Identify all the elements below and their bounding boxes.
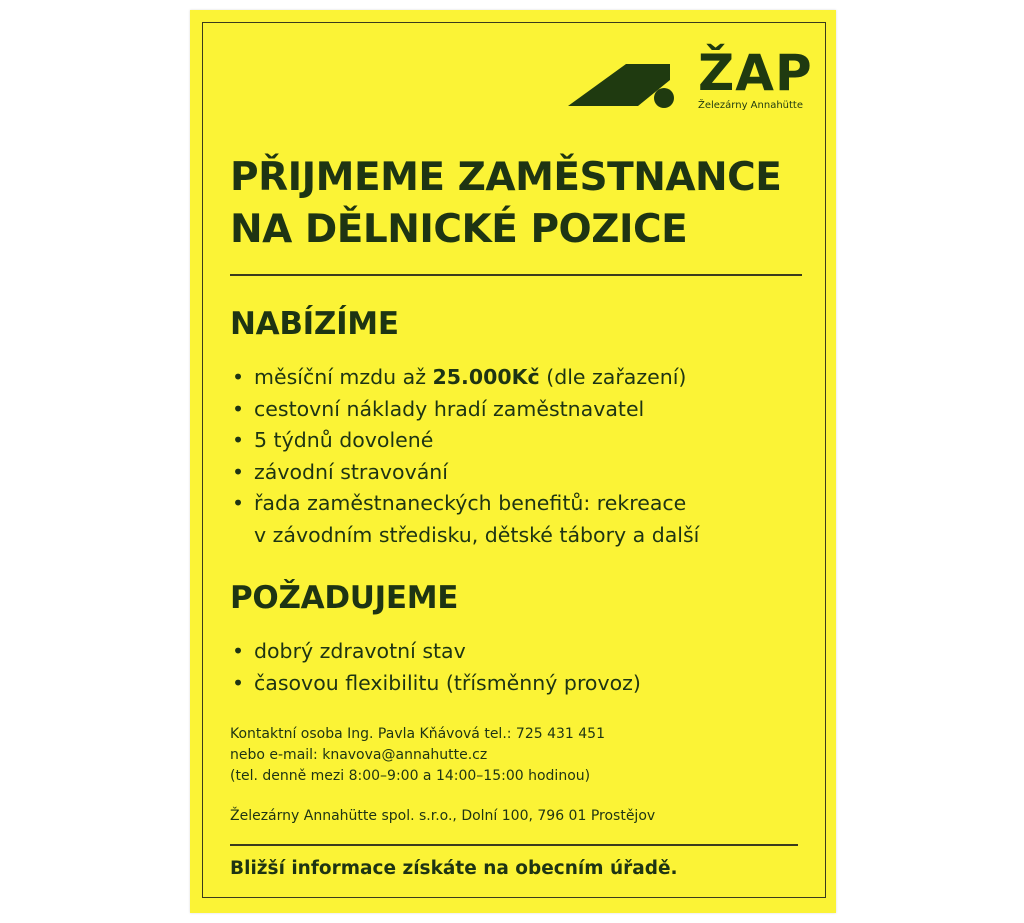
headline-line-2: NA DĚLNICKÉ POZICE: [230, 207, 688, 252]
zap-logo-icon: [566, 44, 692, 114]
requirements-list: [230, 636, 641, 699]
list-item: • řada zaměstnaneckých benefitů: rekreace v závodním středisku, dětské tábory a další: [230, 488, 699, 551]
list-item: • měsíční mzdu až 25.000Kč (dle zařazení): [230, 362, 699, 394]
divider-bottom: [230, 844, 798, 846]
contact-line-1: Kontaktní osoba Ing. Pavla Kňávová tel.: 725 431 451: [230, 726, 605, 742]
list-item: • 5 týdnů dovolené: [230, 425, 699, 457]
list-item: • dobrý zdravotní stav: [230, 636, 641, 668]
brand-name: ŽAP: [698, 44, 813, 102]
list-item: • cestovní náklady hradí zaměstnavatel: [230, 394, 699, 426]
list-item: • závodní stravování: [230, 457, 699, 489]
list-item: • časovou flexibilitu (třísměnný provoz): [230, 668, 641, 700]
company-address: Železárny Annahütte spol. s.r.o., Dolní 100, 796 01 Prostějov: [230, 808, 656, 824]
headline-line-1: PŘIJMEME ZAMĚSTNANCE: [230, 155, 782, 200]
requirements-title: POŽADUJEME: [230, 580, 459, 616]
salary-amount: 25.000Kč: [432, 365, 540, 389]
contact-info: [230, 724, 605, 787]
brand-subtitle: Železárny Annahütte: [698, 100, 803, 111]
page-title: [230, 152, 820, 256]
contact-line-3: (tel. denně mezi 8:00–9:00 a 14:00–15:00 hodinou): [230, 768, 591, 784]
offer-list: [230, 362, 699, 551]
divider-top: [230, 274, 802, 276]
offer-title: NABÍZÍME: [230, 306, 399, 342]
footer-note: Bližší informace získáte na obecním úřadě.: [230, 858, 678, 879]
contact-line-2: nebo e-mail: knavova@annahutte.cz: [230, 747, 488, 763]
company-logo: [566, 44, 816, 114]
